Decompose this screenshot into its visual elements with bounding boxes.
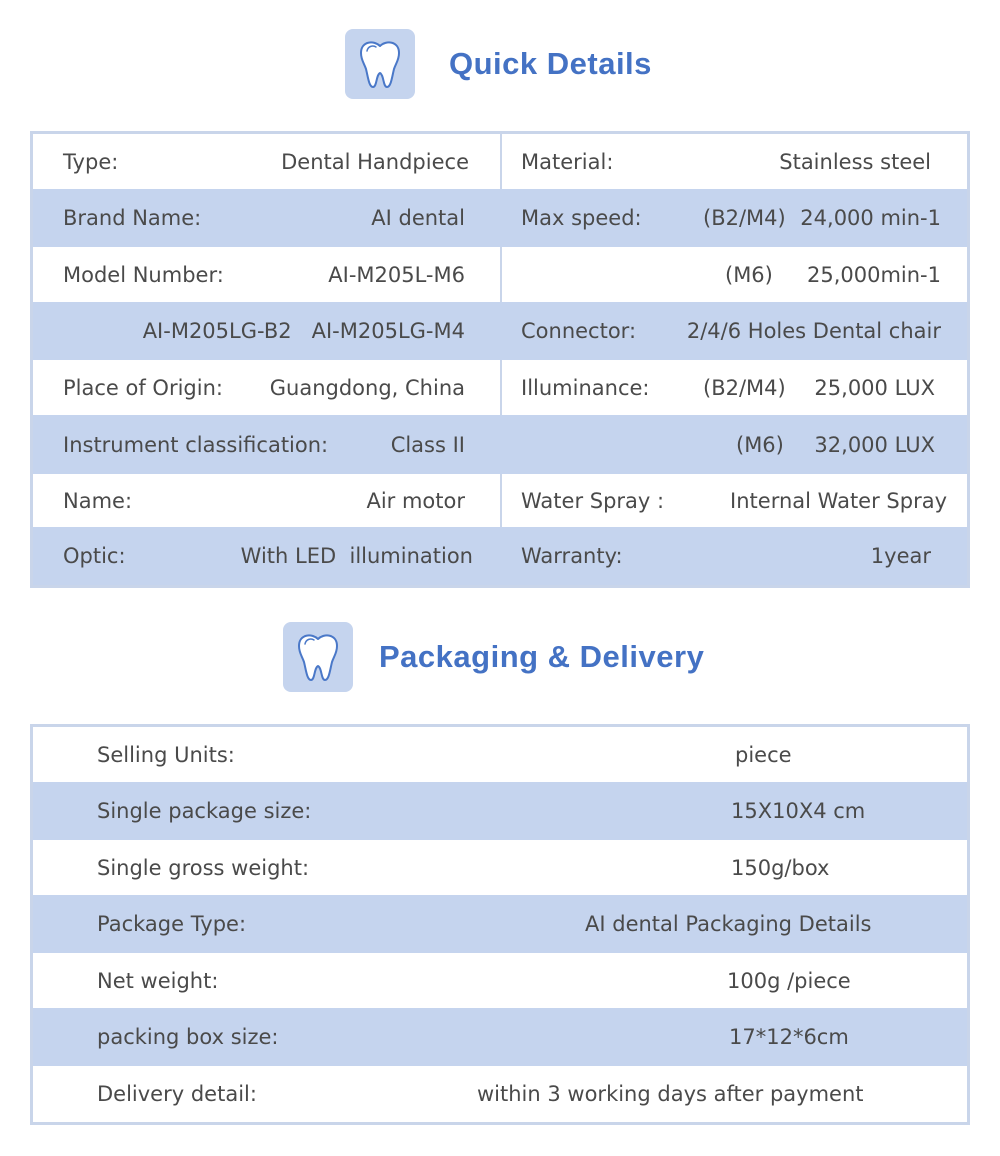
table-row	[33, 895, 967, 953]
max-speed-label: Max speed:	[521, 206, 642, 230]
max-speed-variant-m6: (M6)	[725, 262, 773, 287]
instrument-classification-value: Class II	[390, 432, 465, 457]
illuminance-value-m6: 32,000 LUX	[814, 432, 935, 457]
delivery-detail-value: within 3 working days after payment	[477, 1082, 864, 1106]
water-spray-value: Internal Water Spray	[730, 488, 947, 513]
table-row	[33, 840, 967, 895]
single-package-size-label: Single package size:	[97, 799, 312, 823]
quick-details-header	[345, 29, 652, 99]
model-number-label: Model Number:	[63, 262, 224, 287]
max-speed-value: 24,000 min-1	[800, 206, 941, 230]
max-speed-value-m6: 25,000min-1	[806, 262, 941, 287]
package-type-value: AI dental Packaging Details	[585, 912, 872, 936]
type-value: Dental Handpiece	[281, 149, 469, 174]
max-speed-variant: (B2/M4)	[703, 206, 786, 230]
table-row	[33, 360, 967, 415]
illuminance-value: 25,000 LUX	[814, 375, 935, 400]
model-number-value-more: AI-M205LG-B2 AI-M205LG-M4	[142, 319, 465, 343]
name-label: Name:	[63, 488, 133, 513]
table-row	[33, 782, 967, 840]
table-row	[33, 727, 967, 782]
selling-units-value: piece	[735, 742, 792, 767]
connector-value: 2/4/6 Holes Dental chair	[686, 319, 941, 343]
illuminance-label: Illuminance:	[521, 375, 650, 400]
net-weight-label: Net weight:	[97, 968, 219, 993]
brand-name-value: AI dental	[371, 206, 465, 230]
packing-box-size-label: packing box size:	[97, 1025, 279, 1049]
packaging-delivery-title: Packaging & Delivery	[379, 639, 705, 674]
warranty-label: Warranty:	[521, 544, 623, 568]
place-of-origin-label: Place of Origin:	[63, 375, 223, 400]
warranty-value: 1year	[870, 544, 931, 568]
packaging-delivery-table	[30, 724, 970, 1125]
packing-box-size-value: 17*12*6cm	[729, 1025, 849, 1049]
table-row	[33, 1066, 967, 1122]
instrument-classification-label: Instrument classification:	[63, 432, 329, 457]
table-row	[33, 247, 967, 302]
table-row	[33, 302, 967, 360]
type-label: Type:	[63, 149, 119, 174]
delivery-detail-label: Delivery detail:	[97, 1082, 257, 1106]
material-value: Stainless steel	[779, 149, 931, 174]
name-value: Air motor	[366, 488, 465, 513]
table-row	[33, 1008, 967, 1066]
table-row	[33, 527, 967, 585]
single-gross-weight-value: 150g/box	[731, 855, 830, 880]
packaging-delivery-header	[283, 622, 704, 692]
package-type-label: Package Type:	[97, 912, 247, 936]
tooth-icon	[283, 622, 353, 692]
table-row	[33, 189, 967, 247]
single-gross-weight-label: Single gross weight:	[97, 855, 310, 880]
material-label: Material:	[521, 149, 614, 174]
table-row	[33, 415, 967, 474]
net-weight-value: 100g /piece	[727, 968, 851, 993]
illuminance-variant-m6: (M6)	[736, 432, 784, 457]
brand-name-label: Brand Name:	[63, 206, 202, 230]
table-row	[33, 134, 967, 189]
table-row	[33, 474, 967, 527]
place-of-origin-value: Guangdong, China	[269, 375, 465, 400]
water-spray-label: Water Spray :	[521, 488, 665, 513]
tooth-icon	[345, 29, 415, 99]
optic-value: With LED illumination	[240, 544, 473, 568]
quick-details-title: Quick Details	[449, 46, 652, 81]
selling-units-label: Selling Units:	[97, 742, 235, 767]
connector-label: Connector:	[521, 319, 637, 343]
single-package-size-value: 15X10X4 cm	[731, 799, 866, 823]
optic-label: Optic:	[63, 544, 126, 568]
illuminance-variant: (B2/M4)	[703, 375, 786, 400]
quick-details-table	[30, 131, 970, 588]
table-row	[33, 953, 967, 1008]
model-number-value: AI-M205L-M6	[328, 262, 465, 287]
